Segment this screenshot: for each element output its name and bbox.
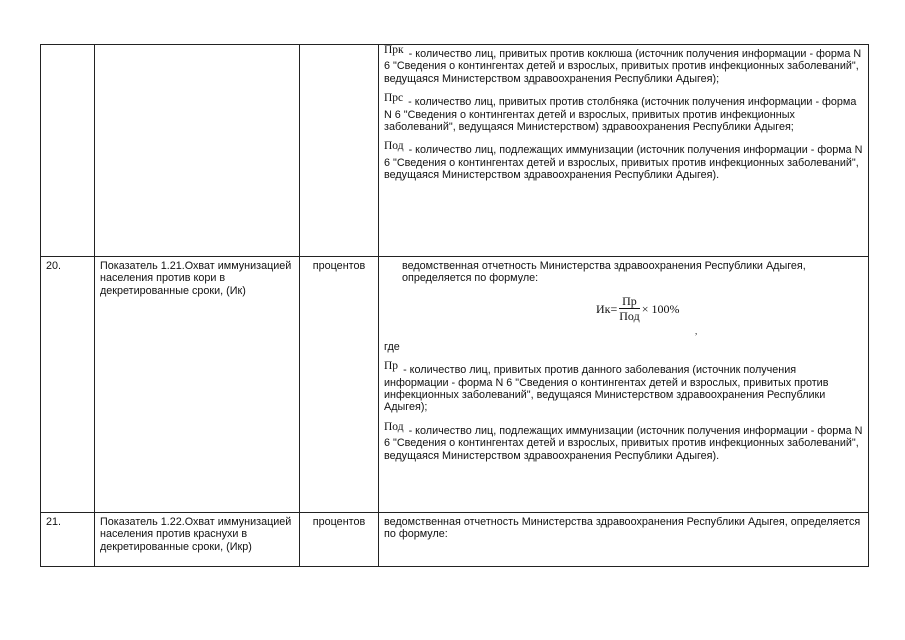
definition-text: - количество лиц, привитых против столбняка (источник получения информации - форма N 6 "Сведения о контингентах детей и взрослых, привитых против инфекционных заболеваний", ведущаяся Министерством) здравоохранения Республики Адыгея;: [384, 96, 857, 134]
method-cell: [379, 257, 869, 513]
indicator-name: Показатель 1.22.Охват иммунизацией населения против краснухи в декретированные сроки, (Икр): [95, 513, 300, 567]
table-row: [41, 45, 869, 257]
formula-denominator: Под: [619, 308, 640, 323]
indicators-table: [40, 44, 869, 567]
method-cell: [379, 45, 869, 257]
row-number: 20.: [41, 257, 95, 513]
definition-text: - количество лиц, привитых против данного заболевания (источник получения информации - форма N 6 "Сведения о контингентах детей и взрослых, привитых против инфекционных заболеваний", ведущаяся Министерством здравоохранения Республики Адыгея);: [384, 364, 829, 414]
symbol: Под: [384, 420, 404, 433]
definition-prk: [384, 44, 863, 85]
formula-rhs: × 100%: [641, 301, 680, 316]
where-label: где: [384, 340, 400, 353]
formula-mark: ,: [695, 325, 698, 336]
symbol: Пр: [384, 360, 399, 373]
method-cell: [379, 513, 869, 567]
row-number: 21.: [41, 513, 95, 567]
unit: процентов: [300, 513, 379, 567]
unit: [300, 45, 379, 257]
definition-text: - количество лиц, привитых против коклюша (источник получения информации - форма N 6 "Сведения о контингентах детей и взрослых, привитых против инфекционных заболеваний", ведущаяся Министерством здравоохранения Республики Адыгея);: [384, 48, 862, 85]
formula: [384, 295, 863, 335]
formula-lhs: Ик=: [596, 301, 618, 316]
definition-pod: [384, 420, 863, 462]
formula-fraction: [619, 295, 639, 323]
definition-pr: [384, 360, 863, 414]
source-text: ведомственная отчетность Министерства здравоохранения Республики Адыгея, определяется по формуле:: [402, 260, 806, 285]
symbol: Прк: [384, 44, 404, 56]
symbol: Прс: [384, 92, 404, 105]
table-row: [41, 257, 869, 513]
definition-text: - количество лиц, подлежащих иммунизации (источник получения информации - форма N 6 "Сведения о контингентах детей и взрослых, привитых против инфекционных заболеваний", ведущаяся Министерством здравоохранения Республики Адыгея).: [384, 424, 863, 462]
source-text: ведомственная отчетность Министерства здравоохранения Республики Адыгея, определяется по формуле:: [384, 516, 861, 541]
definition-prs: [384, 92, 863, 134]
row-number: [41, 45, 95, 257]
definition-pod: [384, 140, 863, 182]
formula-numerator: Пр: [619, 295, 639, 309]
table-row: [41, 513, 869, 567]
indicator-name: [95, 45, 300, 257]
unit: процентов: [300, 257, 379, 513]
indicator-name: Показатель 1.21.Охват иммунизацией населения против кори в декретированные сроки, (Ик): [95, 257, 300, 513]
symbol: Под: [384, 140, 404, 153]
definition-text: - количество лиц, подлежащих иммунизации (источник получения информации - форма N 6 "Сведения о контингентах детей и взрослых, привитых против инфекционных заболеваний", ведущаяся Министерством здравоохранения Республики Адыгея).: [384, 144, 863, 182]
